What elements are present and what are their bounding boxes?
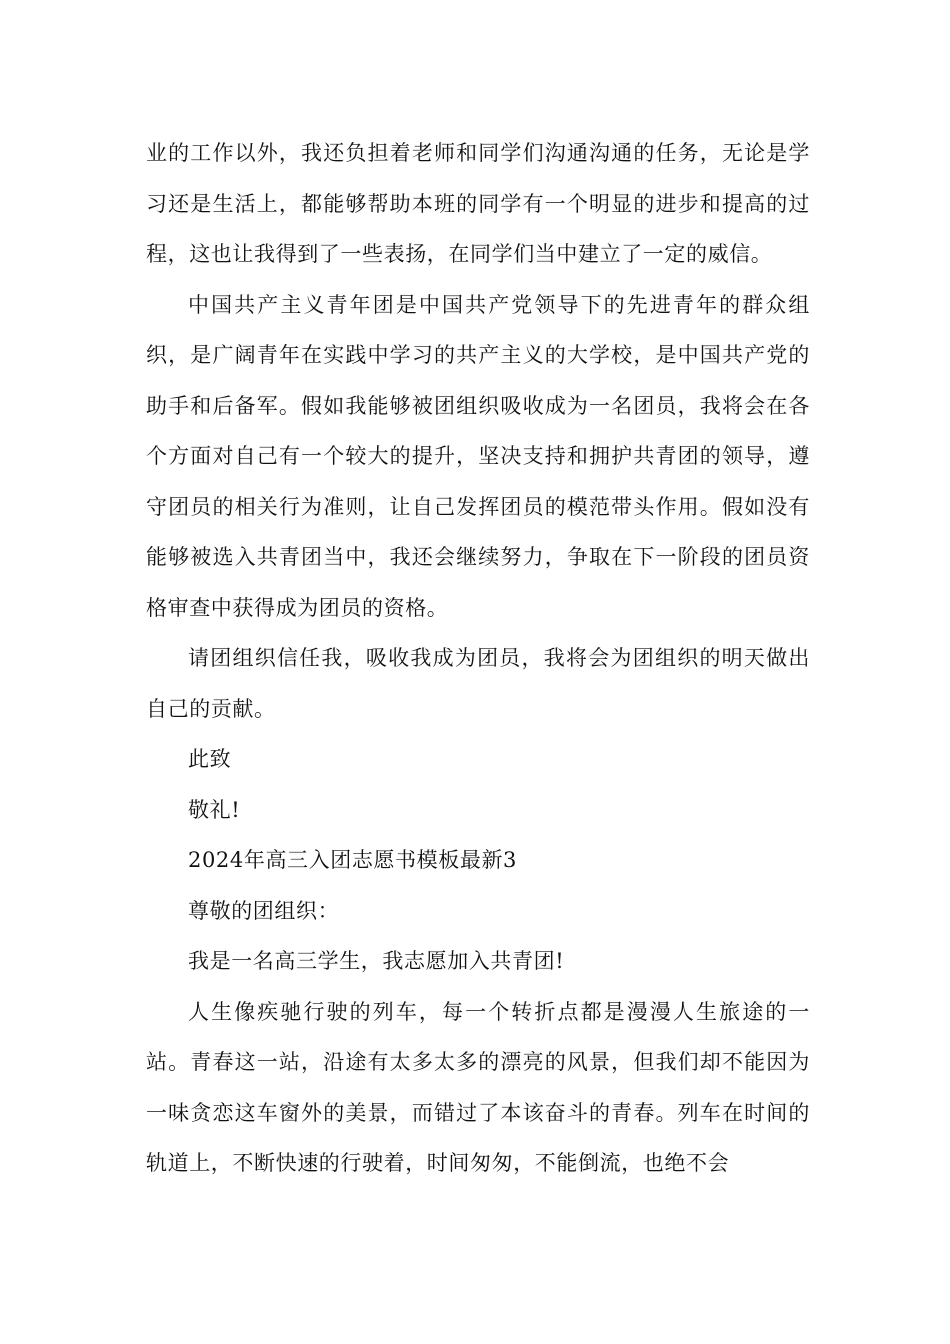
paragraph-continued: 业的工作以外，我还负担着老师和同学们沟通沟通的任务，无论是学习还是生活上，都能够帮助本班的同学有一个明显的进步和提高的过程，这也让我得到了一些表扬，在同学们当中建立了一定的威信。: [146, 141, 810, 266]
paragraph-intro-statement: 我是一名高三学生，我志愿加入共青团!: [188, 949, 565, 973]
section-heading: 2024年高三入团志愿书模板最新3: [188, 848, 518, 872]
closing-regards: 敬礼!: [188, 797, 241, 822]
paragraph-life-train: 人生像疾驰行驶的列车，每一个转折点都是漫漫人生旅途的一站。青春这一站，沿途有太多太多的漂亮的风景，但我们却不能因为一味贪恋这车窗外的美景，而错过了本该奋斗的青春。列车在时间的轨道上，不断快速的行驶着，时间匆匆，不能倒流，也绝不会: [146, 999, 810, 1175]
document-body: [146, 128, 810, 1189]
paragraph-request: 请团组织信任我，吸收我成为团员，我将会为团组织的明天做出自己的贡献。: [146, 646, 810, 721]
paragraph-league-intro: 中国共产主义青年团是中国共产党领导下的先进青年的群众组织，是广阔青年在实践中学习的共产主义的大学校，是中国共产党的助手和后备军。假如我能够被团组织吸收成为一名团员，我将会在各个方面对自己有一个较大的提升，坚决支持和拥护共青团的领导，遵守团员的相关行为准则，让自己发挥团员的模范带头作用。假如没有能够被选入共青团当中，我还会继续努力，争取在下一阶段的团员资格审查中获得成为团员的资格。: [146, 292, 810, 620]
closing-salutation: 此致: [188, 747, 232, 771]
greeting: 尊敬的团组织：: [188, 898, 340, 923]
